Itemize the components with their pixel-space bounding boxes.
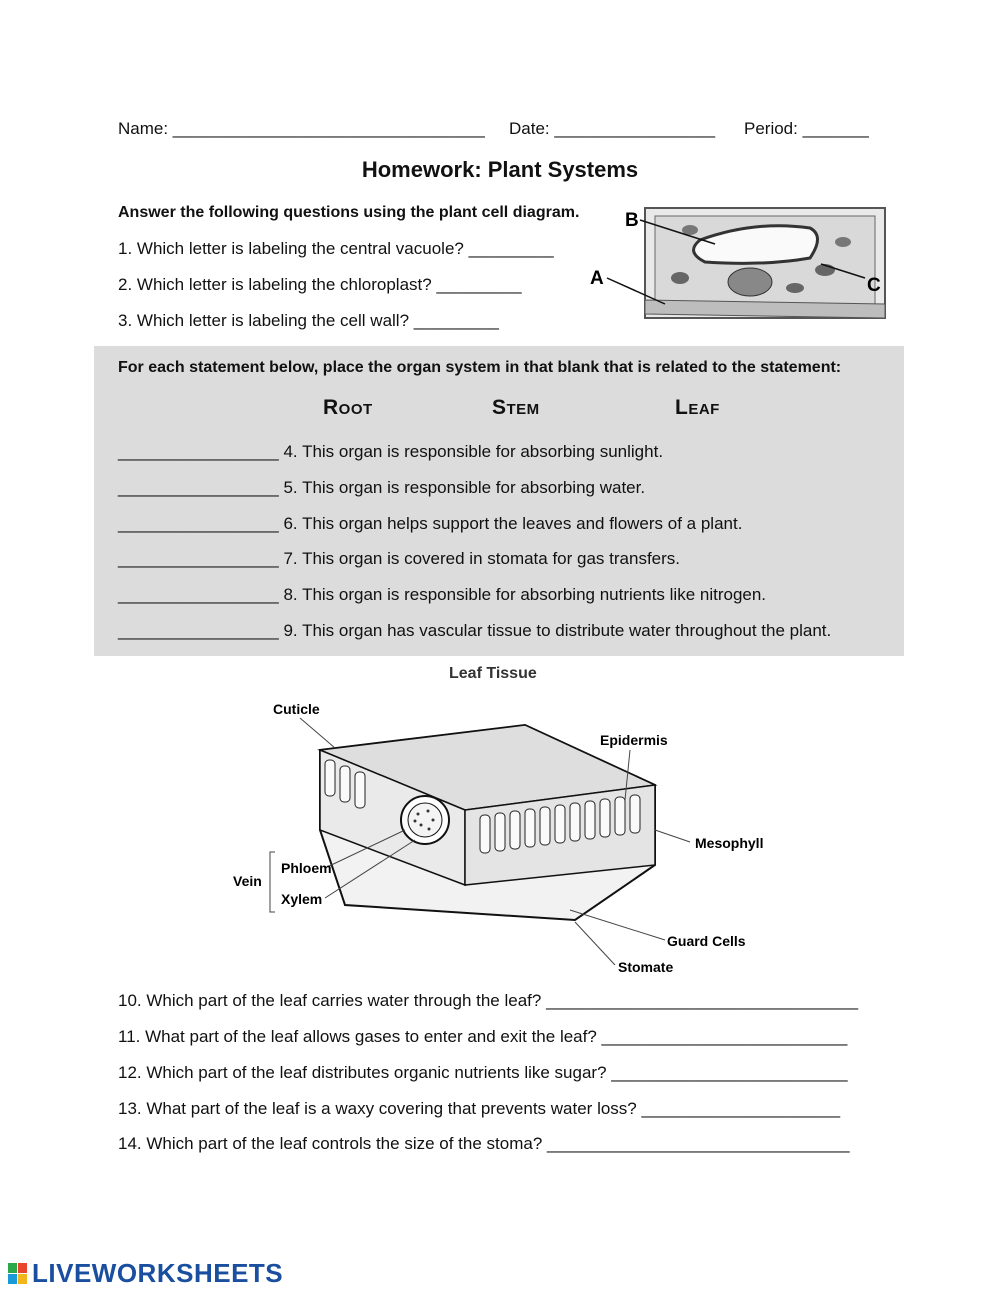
plant-cell-diagram <box>585 200 895 330</box>
label-b: B <box>625 210 639 231</box>
label-mesophyll: Mesophyll <box>695 835 764 851</box>
question-13[interactable]: 13. What part of the leaf is a waxy covering that prevents water loss? _____________________ <box>118 1099 841 1118</box>
organ-root: Root <box>323 396 373 419</box>
label-epidermis: Epidermis <box>600 732 668 748</box>
leaf-diagram-title: Leaf Tissue <box>449 665 537 682</box>
statement-text: 4. This organ is responsible for absorbing sunlight. <box>283 442 664 461</box>
question-11[interactable]: 11. What part of the leaf allows gases to enter and exit the leaf? __________________________ <box>118 1027 848 1046</box>
statement-text: 5. This organ is responsible for absorbing water. <box>283 478 646 497</box>
label-guard-cells: Guard Cells <box>667 933 746 949</box>
label-phloem: Phloem <box>281 860 332 876</box>
question-1[interactable]: 1. Which letter is labeling the central vacuole? _________ <box>118 239 554 258</box>
liveworksheets-logo-icon <box>8 1263 28 1290</box>
statement-row <box>118 585 766 605</box>
page-title: Homework: Plant Systems <box>361 157 639 182</box>
question-10[interactable]: 10. Which part of the leaf carries water through the leaf? _________________________________ <box>118 991 859 1010</box>
statement-text: 6. This organ helps support the leaves and flowers of a plant. <box>283 514 743 533</box>
answer-blank[interactable]: _________________ <box>118 514 279 533</box>
label-a: A <box>590 268 604 289</box>
date-field[interactable]: Date: _________________ <box>509 119 716 138</box>
statement-row <box>118 442 663 462</box>
statement-row <box>118 621 831 641</box>
label-cuticle: Cuticle <box>273 701 320 717</box>
organ-section <box>94 346 904 656</box>
label-stomate: Stomate <box>618 959 674 975</box>
label-vein: Vein <box>233 873 262 889</box>
organ-stem: Stem <box>492 396 540 419</box>
period-field[interactable]: Period: _______ <box>744 119 869 138</box>
statement-row <box>118 549 680 569</box>
label-c: C <box>867 275 881 296</box>
answer-blank[interactable]: _________________ <box>118 549 279 568</box>
part1-instruction: Answer the following questions using the plant cell diagram. <box>118 204 580 221</box>
question-12[interactable]: 12. Which part of the leaf distributes organic nutrients like sugar? _________________________ <box>118 1063 848 1082</box>
statement-text: 9. This organ has vascular tissue to distribute water throughout the plant. <box>283 621 832 640</box>
liveworksheets-logo[interactable]: LIVEWORKSHEETS <box>32 1258 284 1288</box>
question-3[interactable]: 3. Which letter is labeling the cell wall? _________ <box>118 311 499 330</box>
organ-leaf: Leaf <box>675 396 720 419</box>
statement-row <box>118 514 742 534</box>
question-14[interactable]: 14. Which part of the leaf controls the size of the stoma? ________________________________ <box>118 1134 850 1153</box>
statement-text: 8. This organ is responsible for absorbing nutrients like nitrogen. <box>283 585 767 604</box>
part2-instruction: For each statement below, place the organ system in that blank that is related to the statement: <box>118 359 842 376</box>
label-xylem: Xylem <box>281 891 323 907</box>
leaf-tissue-diagram <box>225 690 785 980</box>
question-2[interactable]: 2. Which letter is labeling the chloroplast? _________ <box>118 275 522 294</box>
statement-row <box>118 478 645 498</box>
answer-blank[interactable]: _________________ <box>118 621 279 640</box>
answer-blank[interactable]: _________________ <box>118 585 279 604</box>
name-field[interactable]: Name: _________________________________ <box>118 119 485 138</box>
answer-blank[interactable]: _________________ <box>118 478 279 497</box>
answer-blank[interactable]: _________________ <box>118 442 279 461</box>
statement-text: 7. This organ is covered in stomata for gas transfers. <box>283 549 681 568</box>
